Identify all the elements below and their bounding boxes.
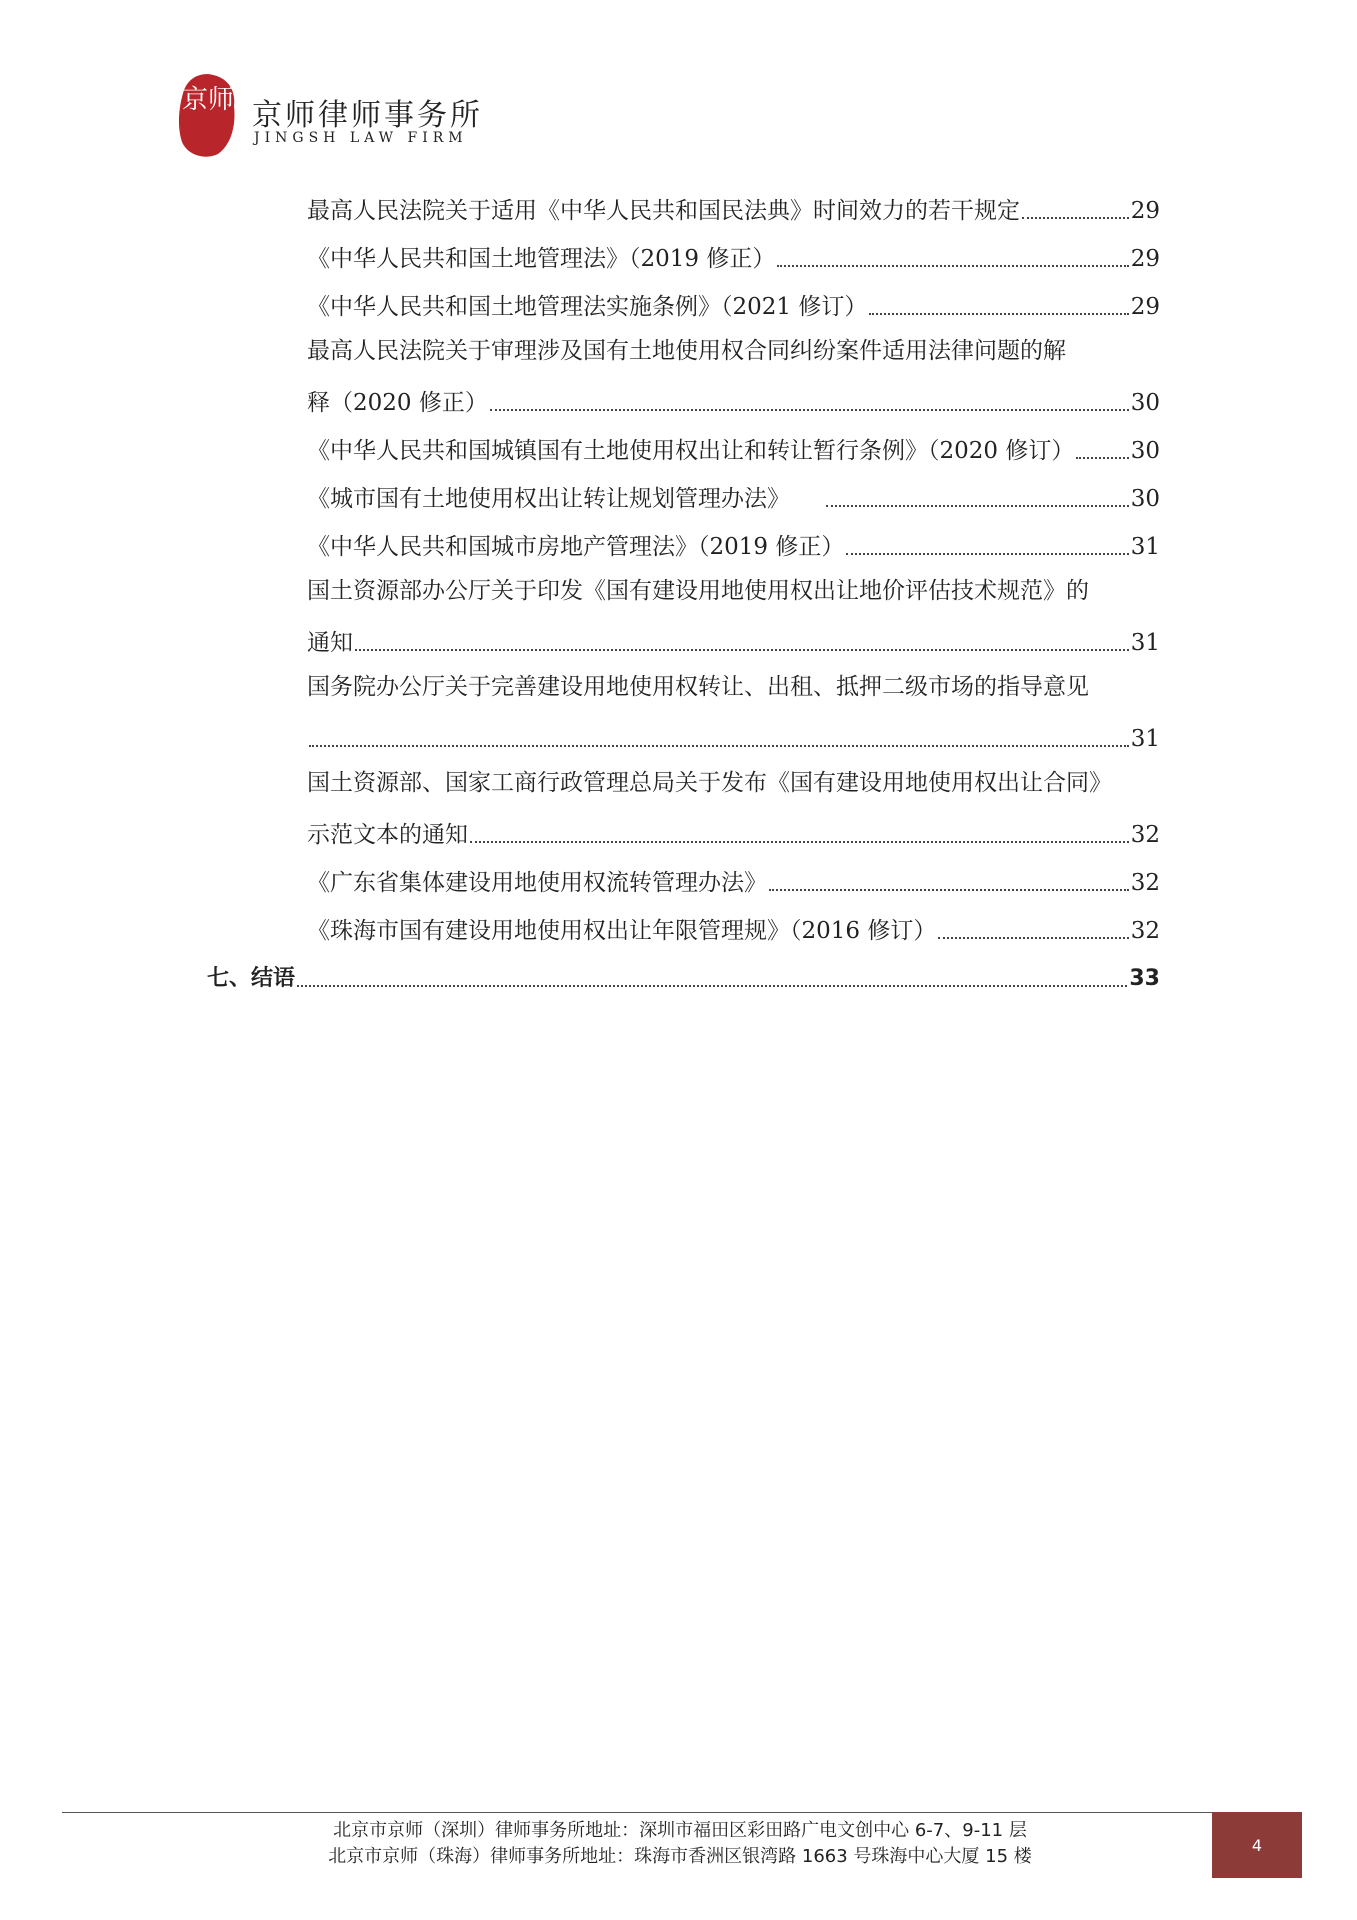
- footer-address-zhuhai: 北京市京师（珠海）律师事务所地址：珠海市香洲区银湾路 1663 号珠海中心大厦 15 楼: [328, 1846, 1032, 1867]
- toc-entry-title-line1[interactable]: 国土资源部办公厅关于印发《国有建设用地使用权出让地价评估技术规范》的: [307, 578, 1089, 604]
- toc-entry-page: 31: [1130, 630, 1160, 656]
- footer-divider: [62, 1812, 1302, 1813]
- footer-addresses: [200, 1818, 1160, 1870]
- toc-entry-title: 释（2020 修正）: [307, 390, 488, 416]
- toc-leader: [309, 745, 1129, 747]
- toc-entry-title-line1[interactable]: 国土资源部、国家工商行政管理总局关于发布《国有建设用地使用权出让合同》: [307, 770, 1112, 796]
- firm-seal-icon: [178, 72, 238, 158]
- toc-entry-page: 32: [1130, 822, 1160, 848]
- toc-leader: [470, 841, 1129, 843]
- toc-entry[interactable]: [307, 714, 1160, 754]
- footer-address-shenzhen: 北京市京师（深圳）律师事务所地址：深圳市福田区彩田路广电文创中心 6-7、9-11 层: [333, 1820, 1027, 1841]
- toc-section-title: 七、结语: [207, 966, 296, 991]
- toc-entry[interactable]: [307, 426, 1160, 466]
- toc-entry-page: 32: [1130, 870, 1160, 896]
- toc-entry-title-line1[interactable]: 最高人民法院关于审理涉及国有土地使用权合同纠纷案件适用法律问题的解: [307, 338, 1066, 364]
- toc-entry[interactable]: [307, 474, 1160, 514]
- toc-entry-page: 32: [1130, 918, 1160, 944]
- toc-leader: [769, 889, 1129, 891]
- firm-logo: [178, 72, 518, 162]
- toc-entry-title: 通知: [307, 630, 353, 656]
- toc-entry-title: 《中华人民共和国土地管理法》（2019 修正）: [307, 246, 776, 272]
- toc-entry-page: 29: [1130, 246, 1160, 272]
- toc-entry-title: 最高人民法院关于适用《中华人民共和国民法典》时间效力的若干规定: [307, 198, 1020, 224]
- toc-entry-title-line1[interactable]: 国务院办公厅关于完善建设用地使用权转让、出租、抵押二级市场的指导意见: [307, 674, 1089, 700]
- toc-entry[interactable]: [307, 186, 1160, 226]
- toc-entry-title: 《珠海市国有建设用地使用权出让年限管理规》（2016 修订）: [307, 918, 937, 944]
- svg-text:京师: 京师: [181, 85, 235, 115]
- toc-entry[interactable]: [307, 810, 1160, 850]
- toc-entry[interactable]: [307, 906, 1160, 946]
- toc-entry[interactable]: [307, 282, 1160, 322]
- toc-leader: [826, 505, 1129, 507]
- toc-entry-title: 《广东省集体建设用地使用权流转管理办法》: [307, 870, 767, 896]
- firm-name-cn: 京师律师事务所: [252, 98, 483, 133]
- page-number-badge: [1212, 1812, 1302, 1878]
- toc-entry[interactable]: [307, 378, 1160, 418]
- toc-leader: [490, 409, 1129, 411]
- toc-entry-page: 30: [1130, 390, 1160, 416]
- toc-leader: [777, 265, 1128, 267]
- toc-entry-page: 29: [1130, 198, 1160, 224]
- toc-entry[interactable]: [307, 522, 1160, 562]
- toc-leader: [846, 553, 1128, 555]
- toc-section-page: 33: [1129, 966, 1160, 991]
- toc-entry-title: 示范文本的通知: [307, 822, 468, 848]
- toc-entry-page: 31: [1130, 726, 1160, 752]
- toc-leader: [297, 985, 1127, 987]
- toc-entry-title: 《中华人民共和国城市房地产管理法》（2019 修正）: [307, 534, 845, 560]
- toc-entry[interactable]: [307, 234, 1160, 274]
- page-number: 4: [1251, 1835, 1263, 1855]
- toc-leader: [938, 937, 1128, 939]
- toc-leader: [1076, 457, 1128, 459]
- toc-entry-title: 《城市国有土地使用权出让转让规划管理办法》: [307, 486, 790, 512]
- toc-section-entry[interactable]: [207, 954, 1160, 994]
- toc-entry-page: 30: [1130, 438, 1160, 464]
- toc-entry[interactable]: [307, 618, 1160, 658]
- firm-name-en: JINGSH LAW FIRM: [254, 130, 468, 146]
- toc-leader: [1022, 217, 1129, 219]
- toc-entry-page: 29: [1130, 294, 1160, 320]
- toc-entry-page: 31: [1130, 534, 1160, 560]
- toc-leader: [869, 313, 1128, 315]
- toc-entry-page: 30: [1130, 486, 1160, 512]
- toc-entry-title: 《中华人民共和国土地管理法实施条例》（2021 修订）: [307, 294, 868, 320]
- toc-leader: [355, 649, 1129, 651]
- toc-entry-title: 《中华人民共和国城镇国有土地使用权出让和转让暂行条例》（2020 修订）: [307, 438, 1075, 464]
- toc-entry[interactable]: [307, 858, 1160, 898]
